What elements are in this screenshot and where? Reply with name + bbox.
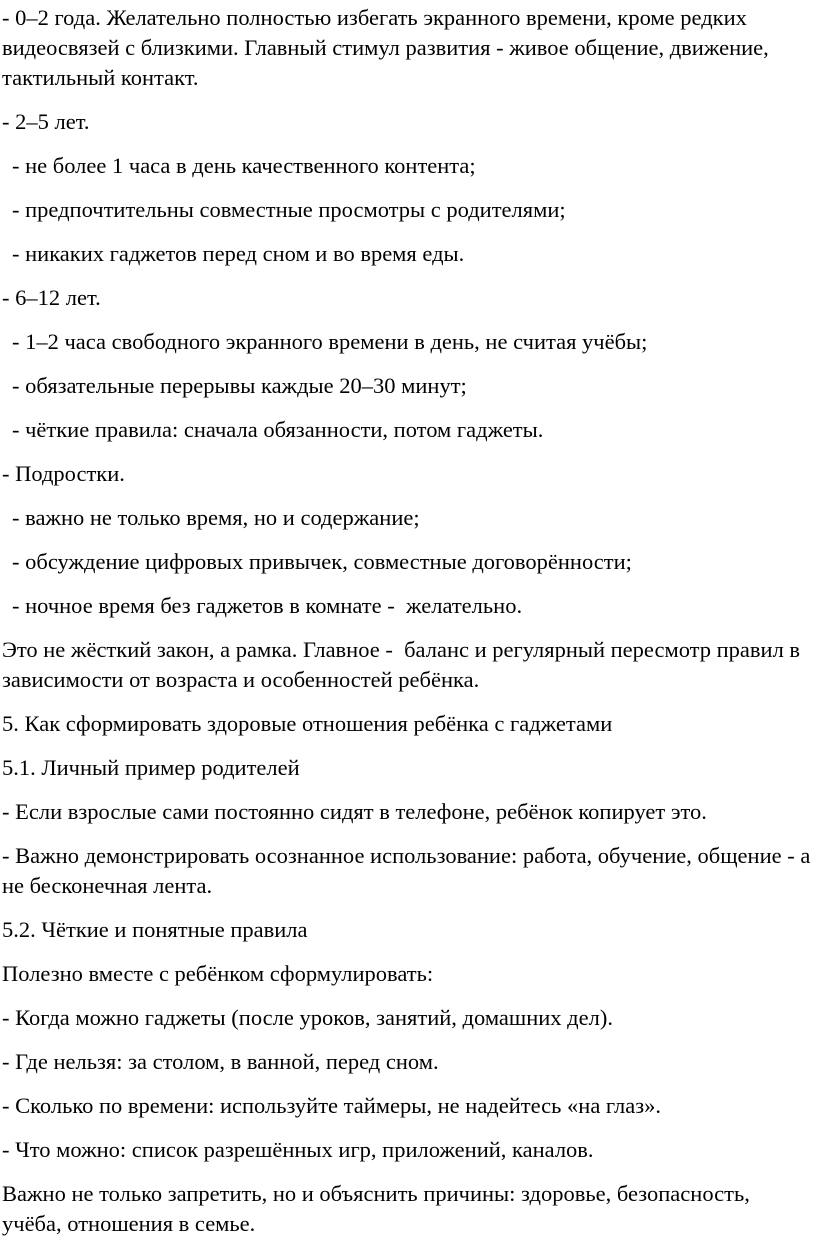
list-item: - Важно демонстрировать осознанное использование: работа, обучение, общение - а не бесконечная лента. bbox=[2, 843, 816, 898]
heading-teens: - Подростки. bbox=[2, 461, 125, 486]
list-item: - 1–2 часа свободного экранного времени в день, не считая учёбы; bbox=[12, 329, 648, 354]
list-item: - предпочтительны совместные просмотры с родителями; bbox=[12, 197, 566, 222]
list-item: - ночное время без гаджетов в комнате - желательно. bbox=[12, 593, 523, 618]
list-item: - чёткие правила: сначала обязанности, потом гаджеты. bbox=[12, 417, 544, 442]
list-item: - Когда можно гаджеты (после уроков, занятий, домашних дел). bbox=[2, 1005, 613, 1030]
list-item: - обязательные перерывы каждые 20–30 минут; bbox=[12, 373, 467, 398]
paragraph-conclusion: Важно не только запретить, но и объяснить причины: здоровье, безопасность, учёба, отношения в семье. bbox=[2, 1181, 756, 1236]
heading-age-2-5: - 2–5 лет. bbox=[2, 109, 90, 134]
subsection-heading-5-1: 5.1. Личный пример родителей bbox=[2, 755, 300, 780]
list-item: - Если взрослые сами постоянно сидят в телефоне, ребёнок копирует это. bbox=[2, 799, 707, 824]
paragraph-intro: Полезно вместе с ребёнком сформулировать: bbox=[2, 961, 434, 986]
paragraph-summary: Это не жёсткий закон, а рамка. Главное - баланс и регулярный пересмотр правил в зависимости от возраста и особенностей ребёнка. bbox=[2, 637, 806, 692]
list-item: - обсуждение цифровых привычек, совместные договорённости; bbox=[12, 549, 632, 574]
list-item: - Сколько по времени: используйте таймеры, не надейтесь «на глаз». bbox=[2, 1093, 661, 1118]
paragraph-age-0-2: - 0–2 года. Желательно полностью избегать экранного времени, кроме редких видеосвязей с близкими. Главный стимул развития - живое общение, движение, тактильный контакт. bbox=[2, 5, 775, 90]
list-item: - никаких гаджетов перед сном и во время еды. bbox=[12, 241, 465, 266]
list-item: - важно не только время, но и содержание; bbox=[12, 505, 420, 530]
list-item: - не более 1 часа в день качественного контента; bbox=[12, 153, 476, 178]
section-heading-5: 5. Как сформировать здоровые отношения ребёнка с гаджетами bbox=[2, 711, 613, 736]
list-item: - Где нельзя: за столом, в ванной, перед сном. bbox=[2, 1049, 439, 1074]
subsection-heading-5-2: 5.2. Чёткие и понятные правила bbox=[2, 917, 308, 942]
heading-age-6-12: - 6–12 лет. bbox=[2, 285, 101, 310]
list-item: - Что можно: список разрешённых игр, приложений, каналов. bbox=[2, 1137, 594, 1162]
